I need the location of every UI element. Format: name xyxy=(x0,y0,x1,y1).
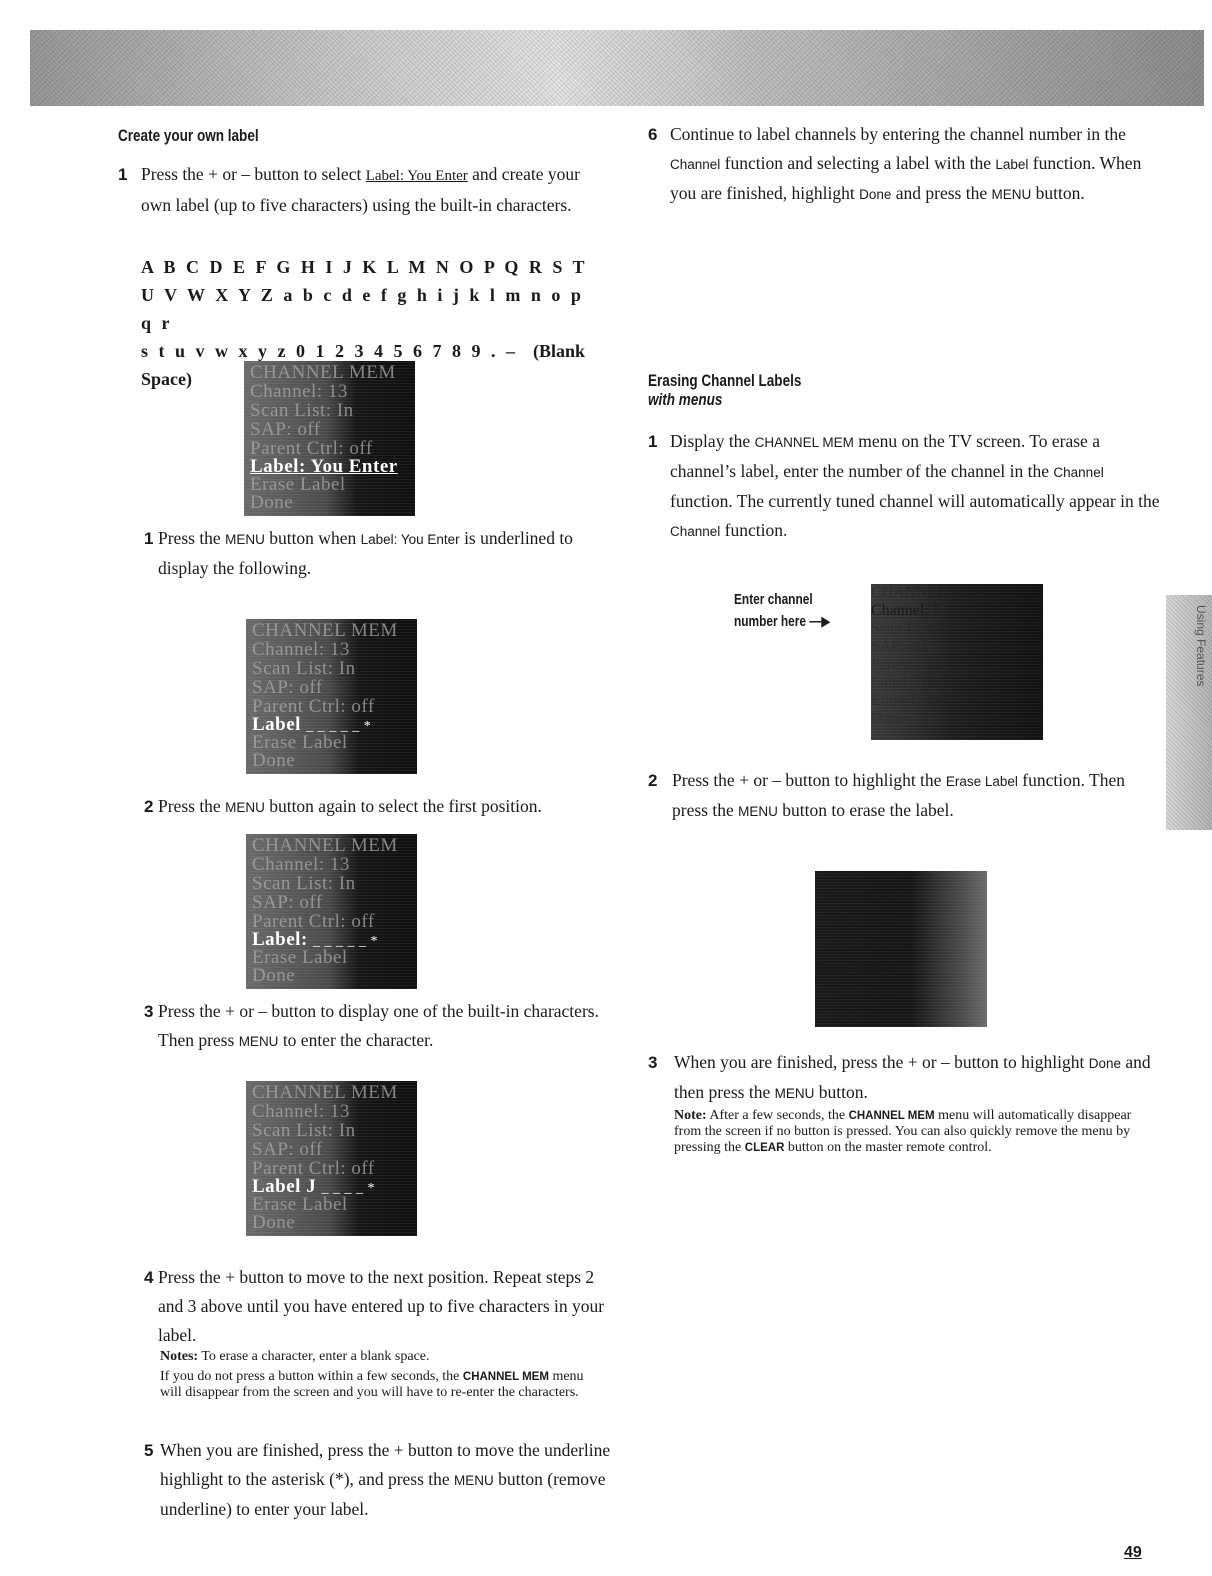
step-6: 6 Continue to label channels by entering the channel number in the Channel function and selecting a label with the Label function. When you are finished, highlight Done and press the MENU button. xyxy=(648,124,1142,203)
character-list: A B C D E F G H I J K L M N O P Q R S T U V W X Y Z a b c d e f g h i j k l m n o p q r s t u v w x y z 0 1 2 3 4 5 6 7 8 9 . – (Blank Space) xyxy=(141,257,588,389)
callout-label: Enter channel number here —▶ xyxy=(734,592,831,630)
notes-block: Notes: To erase a character, enter a blank space. If you do not press a button within a few seconds, the CHANNEL MEM menu will disappear from the screen and you will have to re-enter the characters. xyxy=(160,1349,584,1400)
tv-menu-screen-3: CHANNEL MEM Channel: 13 Scan List: In SAP: off Parent Ctrl: off Label: _ _ _ _ _ * Erase Label Done xyxy=(246,834,417,989)
tv-menu-screen-2: CHANNEL MEM Channel: 13 Scan List: In SAP: off Parent Ctrl: off Label _ _ _ _ _ * Erase Label Done xyxy=(246,619,417,774)
substep-5: 5 When you are finished, press the + button to move the underline highlight to the asterisk (*), and press the MENU button (remove underline) to enter your label. xyxy=(144,1440,611,1519)
substep-3: 3 Press the + or – button to display one of the built-in characters. Then press MENU to enter the character. xyxy=(144,1001,599,1050)
section-side-tab: Using Features xyxy=(1166,595,1212,830)
step-1-create: 1 Press the + or – button to select Label: You Enter and create your own label (up to five characters) using the built-in characters. xyxy=(118,164,581,215)
erase-step-3: 3 When you are finished, press the + or – button to highlight Done and then press the MENU button. xyxy=(648,1052,1151,1102)
create-label-heading: Create your own label xyxy=(118,127,259,145)
erase-step-1: 1 Display the CHANNEL MEM menu on the TV screen. To erase a channel’s label, enter the number of the channel in the Channel function. The currently tuned channel will automatically appear in the Channel function. xyxy=(648,431,1160,540)
substep-2: 2 Press the MENU button again to select the first position. xyxy=(144,796,542,816)
substep-4: 4 Press the + button to move to the next position. Repeat steps 2 and 3 above until you have entered up to five characters in your label. xyxy=(144,1267,605,1345)
erase-heading: Erasing Channel Labels with menus xyxy=(648,372,802,409)
header-banner xyxy=(30,30,1204,106)
tv-menu-screen-5: CHANNEL MEM Channel: 7 Scan List: In SAP: off Parent Ctrl: off Label: NBC Erase Label Done xyxy=(871,584,1043,740)
tv-menu-screen-6: CHANNEL MEM Channel: 7 Scan List: In SAP: off Parent Ctrl: off Erase Label Done xyxy=(815,871,987,1027)
erase-note: Note: After a few seconds, the CHANNEL MEM menu will automatically disappear from the screen if no button is pressed. You can also quickly remove the menu by pressing the CLEAR button on the master remote control. xyxy=(674,1108,1132,1155)
tv-menu-screen-4: CHANNEL MEM Channel: 13 Scan List: In SAP: off Parent Ctrl: off Label J _ _ _ _ * Erase Label Done xyxy=(246,1081,417,1236)
page-number: 49 xyxy=(1124,1544,1142,1561)
substep-1: 1 Press the MENU button when Label: You Enter is underlined to display the following. xyxy=(144,528,573,578)
tv-menu-screen-1: CHANNEL MEM Channel: 13 Scan List: In SAP: off Parent Ctrl: off Label: You Enter Erase Label Done xyxy=(244,361,415,516)
erase-step-2: 2 Press the + or – button to highlight the Erase Label function. Then press the MENU button to erase the label. xyxy=(648,770,1125,820)
